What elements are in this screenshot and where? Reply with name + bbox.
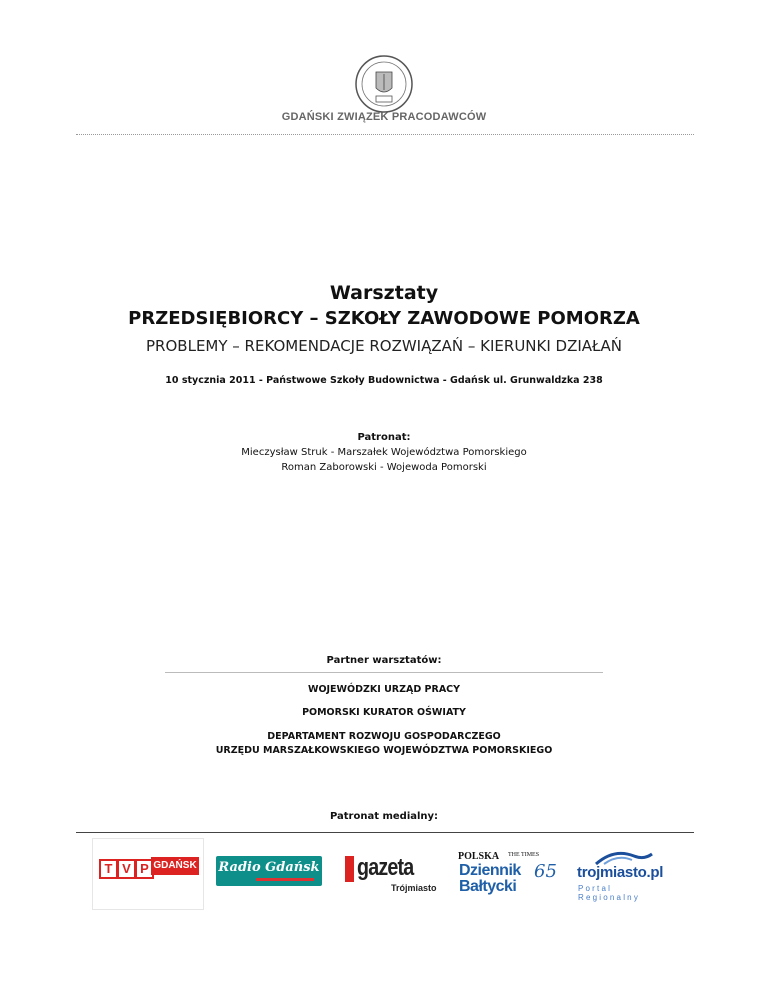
tvp-letter: P	[135, 859, 154, 879]
patronage-label: Patronat:	[357, 432, 411, 443]
workshop-title: PRZEDSIĘBIORCY – SZKOŁY ZAWODOWE POMORZA	[128, 308, 640, 329]
dziennik-name-line1: Dziennik	[459, 862, 521, 879]
event-date-location: 10 stycznia 2011 - Państwowe Szkoły Budownictwa - Gdańsk ul. Grunwaldzka 238	[165, 375, 603, 386]
partner-item: DEPARTAMENT ROZWOJU GOSPODARCZEGO	[267, 731, 501, 742]
patron-name: Roman Zaborowski - Wojewoda Pomorski	[281, 462, 487, 473]
media-patronage-label: Patronat medialny:	[329, 811, 439, 822]
dziennik-baltycki-logo	[458, 851, 557, 897]
partners-divider	[165, 672, 603, 673]
radio-stripe	[256, 878, 314, 881]
trojmiasto-pl-logo	[574, 850, 674, 902]
workshop-subtitle: PROBLEMY – REKOMENDACJE ROZWIĄZAŃ – KIERUNKI DZIAŁAŃ	[146, 337, 622, 355]
dziennik-times: THE TIMES	[508, 852, 540, 858]
organization-name: GDAŃSKI ZWIĄZEK PRACODAWCÓW	[281, 111, 487, 123]
radio-gdansk-logo	[216, 856, 322, 886]
dziennik-polska: POLSKA	[458, 851, 500, 862]
tvp-letter: V	[117, 859, 136, 879]
header-divider	[76, 134, 694, 135]
tvp-letter: T	[99, 859, 118, 879]
partners-label: Partner warsztatów:	[326, 655, 442, 666]
gazeta-trojmiasto-logo	[345, 854, 437, 894]
association-seal-logo	[354, 54, 414, 114]
gazeta-subtitle: Trójmiasto	[391, 883, 437, 893]
media-divider	[76, 832, 694, 833]
radio-name: Radio Gdańsk	[218, 860, 320, 875]
tvp-gdansk-logo	[92, 838, 204, 910]
dziennik-anniversary: 65	[534, 861, 557, 882]
partner-item: POMORSKI KURATOR OŚWIATY	[302, 707, 466, 718]
document-title: Warsztaty	[329, 282, 439, 304]
trojmiasto-name: trojmiasto.pl	[577, 864, 664, 881]
partner-item: URZĘDU MARSZAŁKOWSKIEGO WOJEWÓDZTWA POMORSKIEGO	[215, 745, 553, 756]
partner-item: WOJEWÓDZKI URZĄD PRACY	[307, 684, 461, 695]
patron-name: Mieczysław Struk - Marszałek Województwa Pomorskiego	[241, 447, 527, 458]
gazeta-name: gazeta	[357, 854, 414, 881]
gazeta-red-bar	[345, 856, 354, 882]
dziennik-name-line2: Bałtycki	[459, 878, 517, 895]
trojmiasto-subtitle: Portal Regionalny	[578, 884, 641, 902]
tvp-city-label: GDAŃSK	[151, 857, 199, 875]
